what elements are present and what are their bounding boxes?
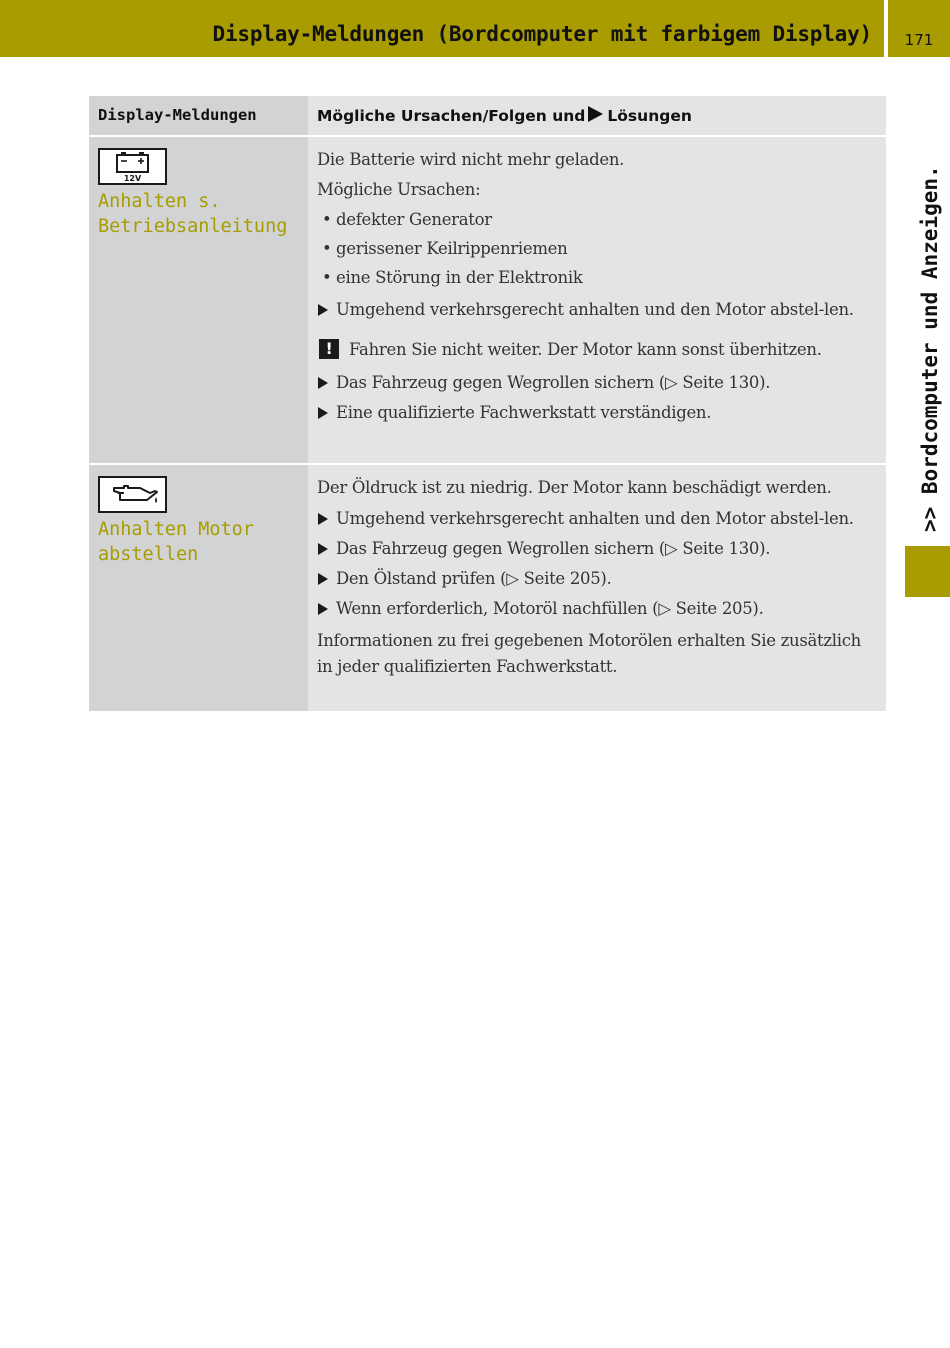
warning-note (317, 337, 877, 363)
action-triangle-icon (318, 543, 328, 555)
action-triangle-icon (318, 377, 328, 389)
display-message-cell (89, 137, 308, 463)
cause-text: Die Batterie wird nicht mehr geladen. (317, 150, 625, 169)
causes-solutions-cell (308, 465, 886, 711)
action-triangle-icon (318, 573, 328, 585)
display-messages-table (89, 96, 886, 711)
action-step-text: Umgehend verkehrsgerecht anhalten und den Motor abstel-len. (336, 300, 854, 319)
battery-12v-icon (98, 148, 167, 185)
action-step (317, 400, 877, 425)
action-triangle-icon (588, 106, 603, 122)
action-step (317, 536, 877, 561)
page-number-box (888, 0, 950, 57)
action-triangle-icon (318, 304, 328, 316)
side-tab-marker (905, 546, 950, 597)
table-row (89, 465, 886, 711)
action-step-text: Wenn erforderlich, Motoröl nachfüllen (▷ Seite 205). (336, 599, 764, 618)
cause-bullet: • gerissener Keilrippenriemen (317, 236, 877, 261)
table-row (89, 137, 886, 463)
action-step (317, 596, 877, 621)
oil-can-icon (98, 476, 167, 513)
side-section-label: >> Bordcomputer und Anzeigen. (918, 165, 942, 532)
header-display-messages: Display-Meldungen (89, 96, 308, 135)
action-triangle-icon (318, 603, 328, 615)
action-step (317, 297, 877, 322)
warning-text: Fahren Sie nicht weiter. Der Motor kann sonst überhitzen. (349, 340, 822, 359)
info-text: Informationen zu frei gegebenen Motorölen erhalten Sie zusätzlich in jeder qualifizierten Fachwerkstatt. (317, 631, 861, 676)
causes-solutions-cell (308, 137, 886, 463)
action-step-text: Umgehend verkehrsgerecht anhalten und den Motor abstel-len. (336, 509, 854, 528)
action-step-text: Den Ölstand prüfen (▷ Seite 205). (336, 569, 612, 588)
battery-icon-graphic (100, 150, 165, 183)
page-title: Display-Meldungen (Bordcomputer mit farbigem Display) (212, 22, 872, 46)
action-step-text: Das Fahrzeug gegen Wegrollen sichern (▷ Seite 130). (336, 373, 771, 392)
oil-can-icon-graphic (100, 478, 165, 511)
display-message-text: Anhalten s. Betriebsanleitung (98, 191, 288, 237)
cause-text: Der Öldruck ist zu niedrig. Der Motor kann beschädigt werden. (317, 478, 832, 497)
header-causes-label: Mögliche Ursachen/Folgen und (317, 107, 586, 125)
table-header-row (89, 96, 886, 135)
display-message-text: Anhalten Motor abstellen (98, 519, 254, 565)
header-causes-solutions (308, 96, 886, 135)
action-triangle-icon (318, 407, 328, 419)
header-bar (0, 0, 884, 57)
action-step-text: Das Fahrzeug gegen Wegrollen sichern (▷ Seite 130). (336, 539, 771, 558)
battery-voltage-label: 12V (123, 174, 142, 183)
action-triangle-icon (318, 513, 328, 525)
action-step-text: Eine qualifizierte Fachwerkstatt verständigen. (336, 403, 712, 422)
action-step (317, 370, 877, 395)
action-step (317, 506, 877, 531)
page-number: 171 (904, 31, 934, 49)
warning-exclamation-icon: ! (319, 339, 339, 359)
cause-intro: Mögliche Ursachen: (317, 180, 481, 199)
action-step (317, 566, 877, 591)
header-solutions-label: Lösungen (607, 107, 692, 125)
cause-bullet: • defekter Generator (317, 207, 877, 232)
display-message-cell (89, 465, 308, 711)
cause-bullet: • eine Störung in der Elektronik (317, 265, 877, 290)
